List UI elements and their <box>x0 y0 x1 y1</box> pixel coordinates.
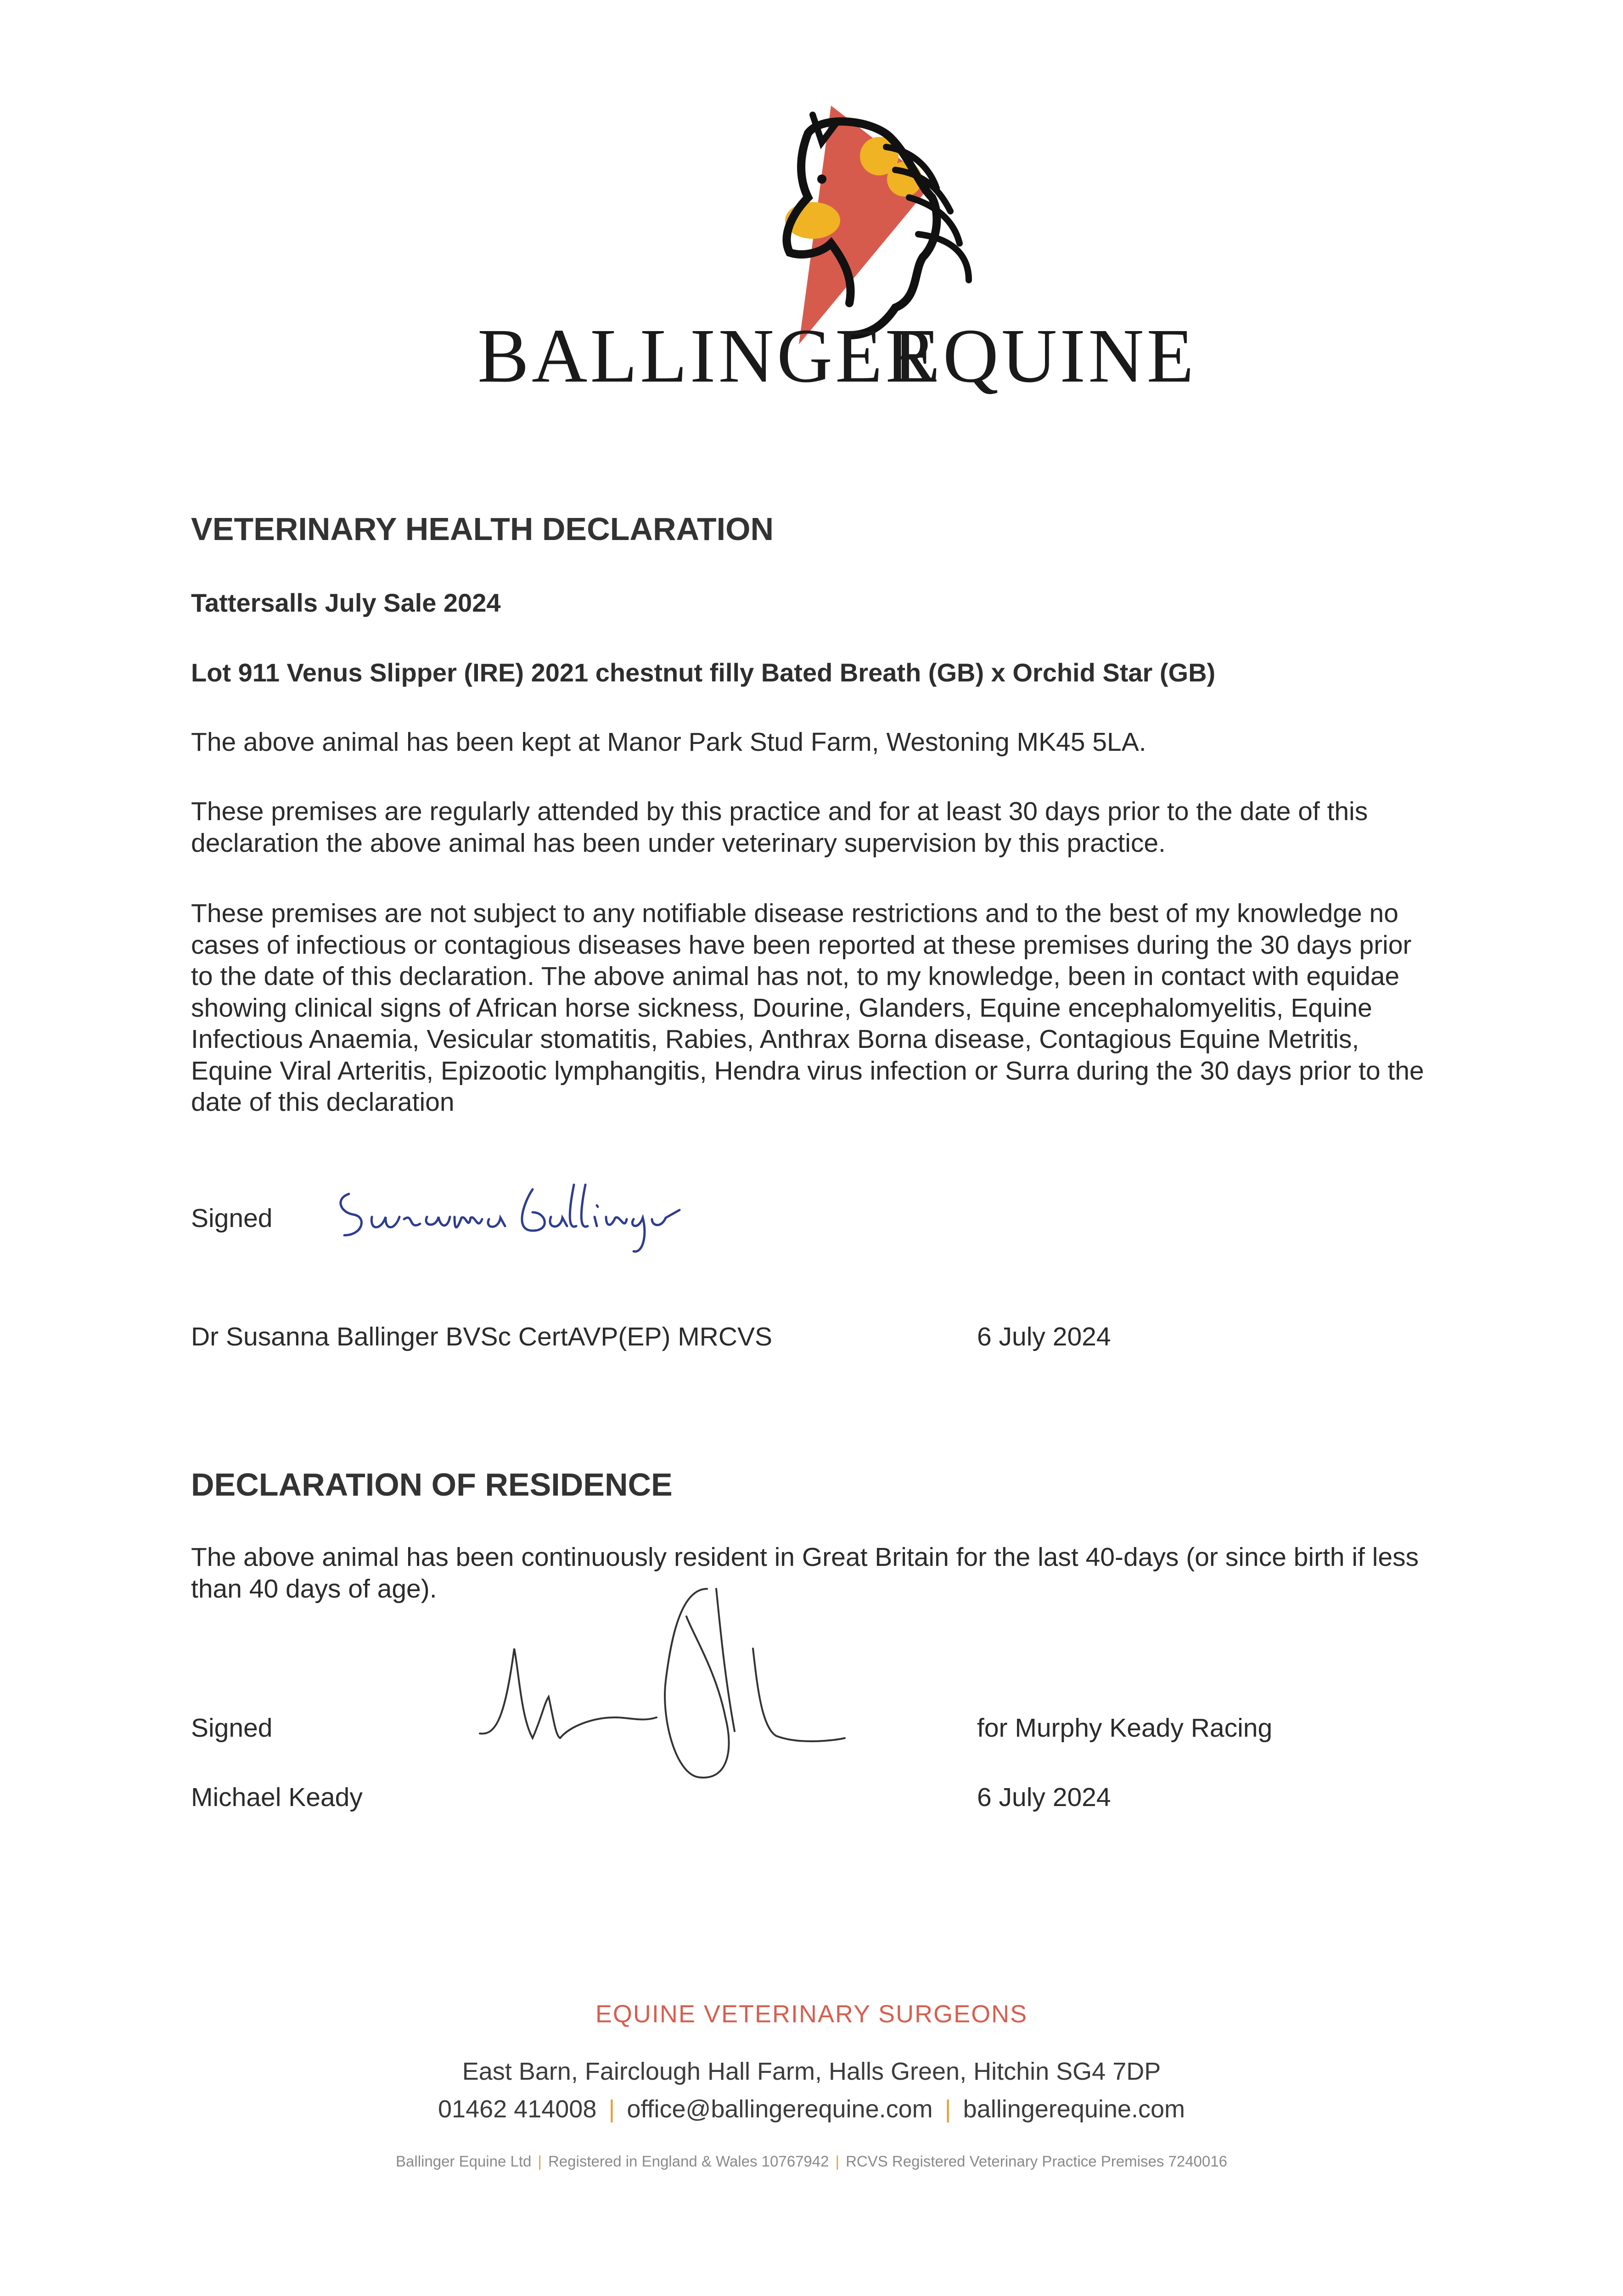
residence-signature <box>477 1580 854 1782</box>
residence-date: 6 July 2024 <box>977 1783 1111 1812</box>
footer-contact <box>0 2095 1623 2123</box>
disease-paragraph: These premises are not subject to any notifiable disease restrictions and to the best of my knowledge no cases of infectious or contagious diseases have been reported at these premises during the 30 days prior to the date of this declaration. The above animal has not, to my knowledge, been in contact with equidae showing clinical signs of African horse sickness, Dourine, Glanders, Equine encephalomyelitis, Equine Infectious Anaemia, Vesicular stomatitis, Rabies, Anthrax Borna disease, Contagious Equine Metritis, Equine Viral Arteritis, Epizootic lymphangitis, Hendra virus infection or Surra during the 30 days prior to the date of this declaration <box>191 899 1424 1117</box>
logo-word-ballinger: BALLINGER <box>477 313 939 399</box>
footer-legal <box>0 2153 1623 2170</box>
vet-signatory: Dr Susanna Ballinger BVSc CertAVP(EP) MRCVS <box>191 1322 773 1351</box>
footer-rcvs: RCVS Registered Veterinary Practice Premises 7240016 <box>846 2153 1227 2170</box>
logo-word-equine: EQUINE <box>893 313 1197 399</box>
residence-for-text: for Murphy Keady Racing <box>977 1713 1273 1743</box>
footer-separator: | <box>835 2153 840 2170</box>
premises-paragraph: The above animal has been kept at Manor Park Stud Farm, Westoning MK45 5LA. <box>191 727 1146 757</box>
footer-registration: Registered in England & Wales 10767942 <box>548 2153 829 2170</box>
footer-website-link[interactable]: ballingerequine.com <box>963 2095 1185 2123</box>
footer-email-link[interactable]: office@ballingerequine.com <box>627 2095 933 2123</box>
sale-heading: Tattersalls July Sale 2024 <box>191 588 501 617</box>
residence-declaration-title: DECLARATION OF RESIDENCE <box>191 1467 673 1503</box>
footer-phone: 01462 414008 <box>438 2095 597 2123</box>
vet-declaration-title: VETERINARY HEALTH DECLARATION <box>191 511 774 547</box>
residence-signed-label: Signed <box>191 1713 273 1743</box>
vet-signed-label: Signed <box>191 1204 273 1233</box>
vet-signature <box>331 1166 725 1258</box>
footer-title: EQUINE VETERINARY SURGEONS <box>595 2000 1028 2028</box>
footer-separator: | <box>608 2095 615 2123</box>
supervision-paragraph: These premises are regularly attended by this practice and for at least 30 days prior to the date of this declaration the above animal has been under veterinary supervision by this practice. <box>191 797 1368 858</box>
footer-address: East Barn, Fairclough Hall Farm, Halls Green, Hitchin SG4 7DP <box>462 2058 1161 2085</box>
residence-signatory: Michael Keady <box>191 1783 363 1812</box>
footer-company: Ballinger Equine Ltd <box>396 2153 532 2170</box>
lot-heading: Lot 911 Venus Slipper (IRE) 2021 chestnut filly Bated Breath (GB) x Orchid Star (GB) <box>191 658 1216 687</box>
footer-separator: | <box>538 2153 542 2170</box>
footer-separator: | <box>944 2095 951 2123</box>
logo-wordmark <box>477 303 1197 409</box>
vet-date: 6 July 2024 <box>977 1322 1111 1351</box>
residence-paragraph: The above animal has been continuously resident in Great Britain for the last 40-days (or since birth if less than 40 days of age). <box>191 1542 1419 1604</box>
